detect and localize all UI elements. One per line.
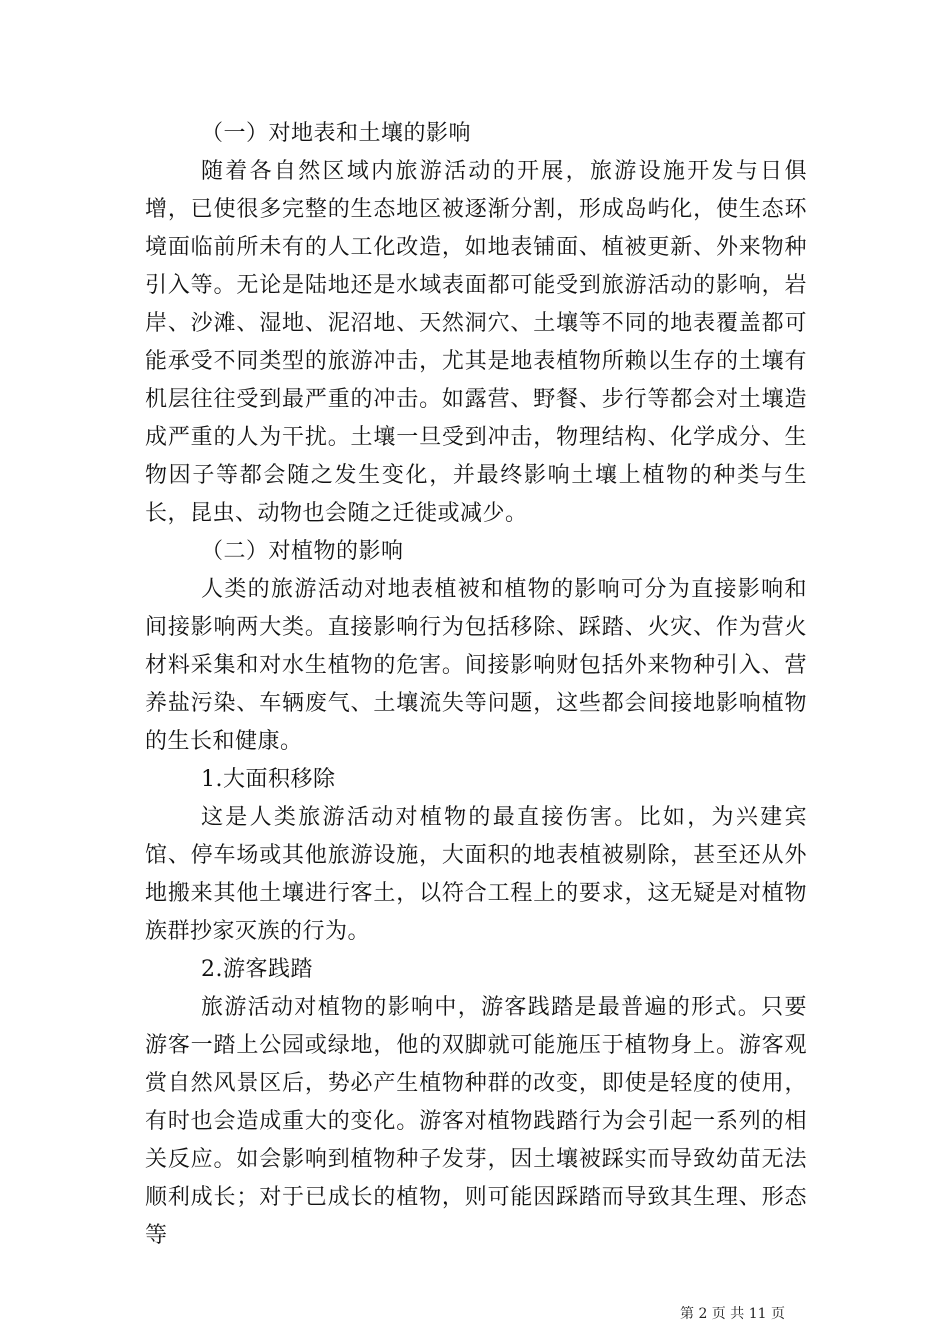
- subheading-removal: 1.大面积移除: [201, 767, 336, 792]
- subheading-trampling: 2.游客践踏: [201, 957, 313, 982]
- section-heading-plants: （二）对植物的影响: [201, 539, 404, 564]
- paragraph-surface-soil: 随着各自然区域内旅游活动的开展，旅游设施开发与日俱增，已使很多完整的生态地区被逐渐分割，形成岛屿化，使生态环境面临前所未有的人工化改造，如地表铺面、植被更新、外来物种引入等。无论是陆地还是水域表面都可能受到旅游活动的影响，岩岸、沙滩、湿地、泥沼地、天然洞穴、土壤等不同的地表覆盖都可能承受不同类型的旅游冲击，尤其是地表植物所赖以生存的土壤有机层往往受到最严重的冲击。如露营、野餐、步行等都会对土壤造成严重的人为干扰。土壤一旦受到冲击，物理结构、化学成分、生物因子等都会随之发生变化，并最终影响土壤上植物的种类与生长，昆虫、动物也会随之迁徙或减少。: [145, 159, 807, 526]
- paragraph-plants: 人类的旅游活动对地表植被和植物的影响可分为直接影响和间接影响两大类。直接影响行为包括移除、踩踏、火灾、作为营火材料采集和对水生植物的危害。间接影响财包括外来物种引入、营养盐污染、车辆废气、土壤流失等问题，这些都会间接地影响植物的生长和健康。: [145, 577, 807, 754]
- section-heading-surface-soil: （一）对地表和土壤的影响: [201, 121, 472, 146]
- document-body: [145, 115, 807, 1255]
- paragraph-removal: 这是人类旅游活动对植物的最直接伤害。比如，为兴建宾馆、停车场或其他旅游设施，大面积的地表植被剔除，甚至还从外地搬来其他土壤进行客土，以符合工程上的要求，这无疑是对植物族群抄家灭族的行为。: [145, 805, 807, 944]
- paragraph-trampling: 旅游活动对植物的影响中，游客践踏是最普遍的形式。只要游客一踏上公园或绿地，他的双脚就可能施压于植物身上。游客观赏自然风景区后，势必产生植物种群的改变，即使是轻度的使用，有时也会造成重大的变化。游客对植物践踏行为会引起一系列的相关反应。如会影响到植物种子发芽，因土壤被踩实而导致幼苗无法顺利成长；对于已成长的植物，则可能因踩踏而导致其生理、形态等: [145, 995, 807, 1248]
- page-number-footer: 第 2 页 共 11 页: [680, 1306, 785, 1322]
